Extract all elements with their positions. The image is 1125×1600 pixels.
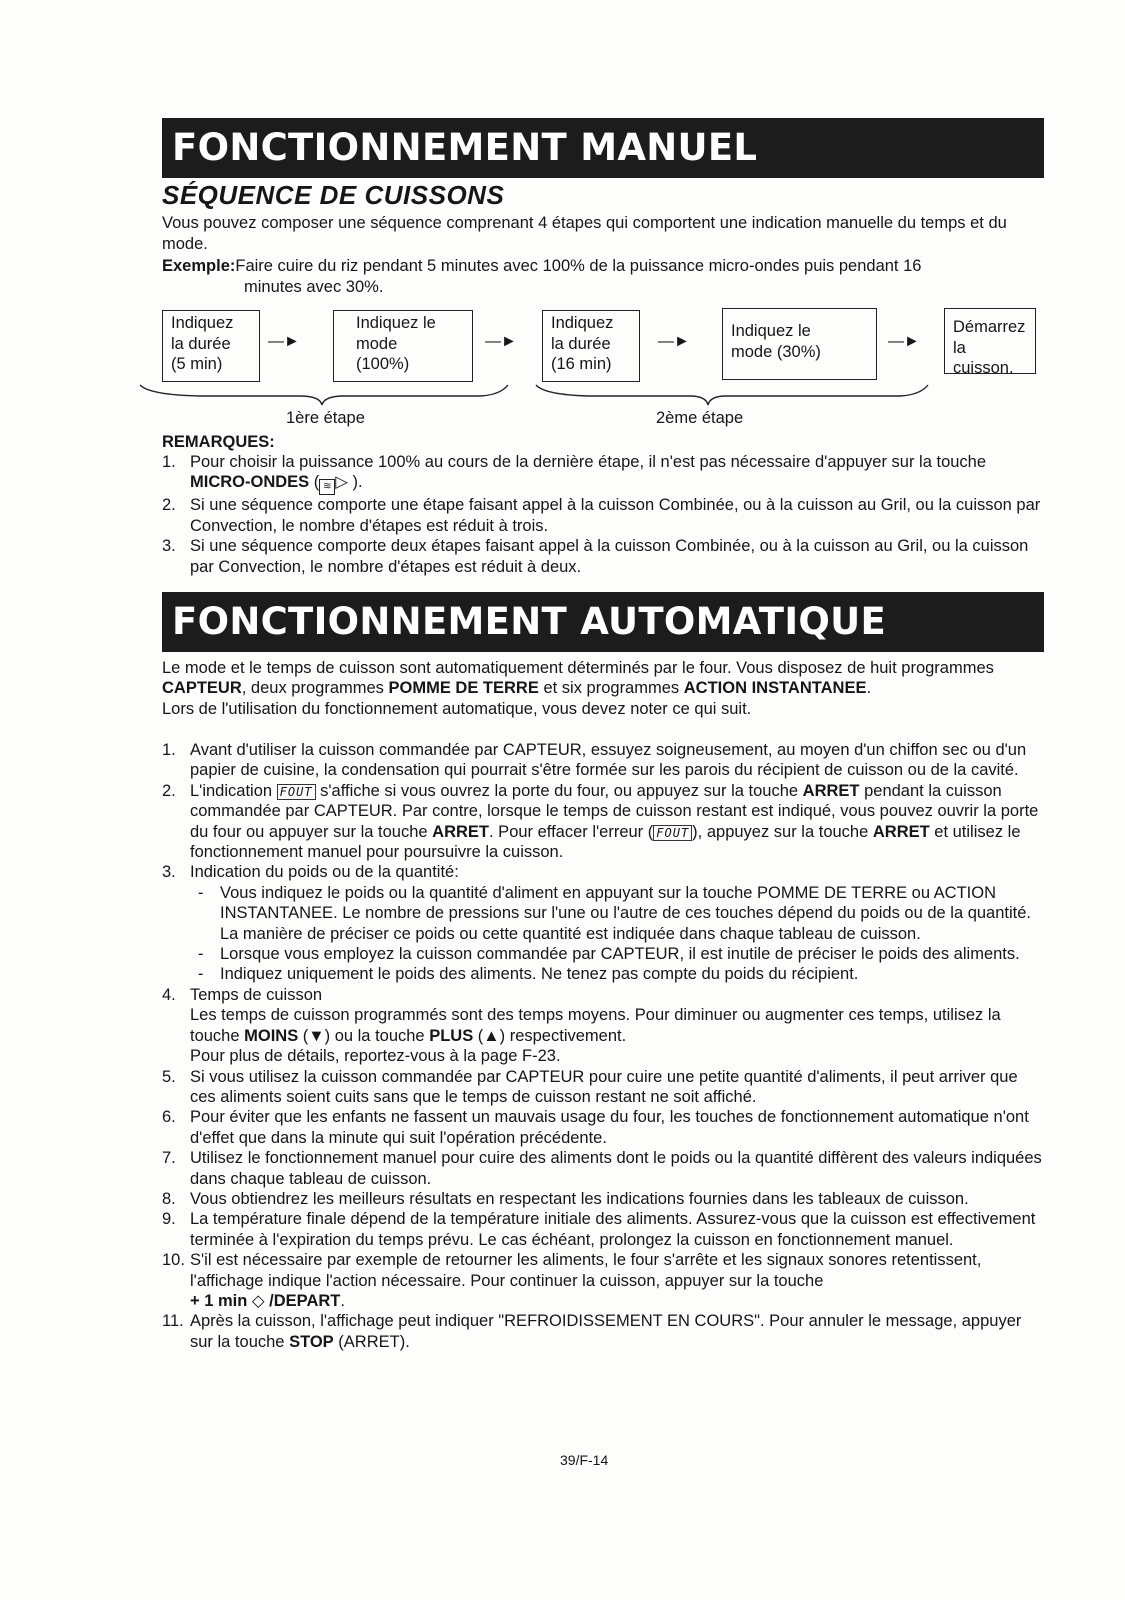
list-item [162, 1148, 1044, 1189]
item-number: 2. [162, 496, 176, 515]
example-lead: Exemple: [162, 257, 236, 275]
item-number: 1. [162, 741, 176, 759]
button-name-depart: + 1 min ◇ /DEPART [190, 1291, 341, 1310]
remarks-list [162, 452, 1044, 577]
flow-box-1-line: Indiquez [171, 314, 234, 332]
item-number: 2. [162, 781, 176, 800]
item-text: Si une séquence comporte une étape faisant appel à la cuisson Combinée, ou à la cuisson au Gril, ou la cuisson par Convection, le nombre d'étapes est réduit à trois. [190, 496, 1041, 535]
list-item [162, 740, 1044, 781]
item-text: (▼) ou la touche [298, 1026, 430, 1045]
item-text: (ARRET). [333, 1332, 410, 1351]
flow-box-3-line: la durée [551, 334, 611, 353]
item-text: Après la cuisson, l'affichage peut indiquer "REFROIDISSEMENT EN COURS". Pour annuler le message, appuyer sur la touche [190, 1312, 1022, 1351]
item-text: Avant d'utiliser la cuisson commandée par CAPTEUR, essuyez soigneusement, au moyen d'un chiffon sec ou d'un papier de cuisine, la condensation qui pourrait s'être formée sur les parois du récipient de cuisson ou de la cavité. [190, 741, 1027, 780]
list-item [162, 536, 1044, 577]
step-label-1: 1ère étape [286, 409, 365, 427]
section-banner-manual: FONCTIONNEMENT MANUEL [162, 118, 1044, 178]
step-label-2: 2ème étape [656, 409, 744, 427]
item-text: ), appuyez sur la touche [692, 822, 873, 841]
item-text: s'affiche si vous ouvrez la porte du four, ou appuyez sur la touche [315, 781, 803, 800]
item-number: 3. [162, 537, 176, 556]
list-item [162, 1209, 1044, 1250]
list-item [162, 1189, 1044, 1209]
item-number: 3. [162, 863, 176, 882]
item-text: . Pour effacer l'erreur ( [489, 822, 654, 841]
item-text: . [340, 1291, 345, 1310]
lcd-display-icon: FOUT [277, 784, 316, 800]
flow-box-2-line: mode [356, 334, 398, 353]
button-name-moins: MOINS [244, 1026, 299, 1045]
flow-arrow-icon: —► [658, 333, 690, 350]
microwave-icon: ≋ [319, 479, 335, 495]
item-text: Pour éviter que les enfants ne fassent un mauvais usage du four, les touches de fonctionnement automatique n'ont d'effet que dans la minute qui suit l'opération précédente. [190, 1108, 1029, 1147]
flow-box-5-line: la cuisson. [953, 338, 1014, 377]
auto-list [162, 740, 1044, 1352]
sub-item: - Indiquez uniquement le poids des aliments. Ne tenez pas compte du poids du récipient. [198, 965, 859, 984]
auto-note: Lors de l'utilisation du fonctionnement automatique, vous devez noter ce qui suit. [162, 699, 752, 718]
item-text: Pour choisir la puissance 100% au cours de la dernière étape, il n'est pas nécessaire d'appuyer sur la touche [190, 453, 987, 471]
list-item [162, 1107, 1044, 1148]
intro-paragraph: Vous pouvez composer une séquence comprenant 4 étapes qui comportent une indication manuelle du temps et du mode. [162, 214, 1007, 253]
list-item [162, 781, 1044, 863]
flow-arrow-icon: —► [485, 333, 517, 350]
list-item [162, 985, 1044, 1067]
item-text: pendant la cuisson commandée par CAPTEUR. Par contre, lorsque le temps de cuisson restant est indiqué, vous pouvez ouvrir la porte du four ou appuyer sur la touche [190, 781, 1039, 841]
example-paragraph [162, 256, 1044, 297]
item-text: Si vous utilisez la cuisson commandée par CAPTEUR pour cuire une petite quantité d'aliments, il peut arriver que ces aliments soient cuits sans que le temps de cuisson restant ne soit affiché. [190, 1067, 1018, 1106]
item-text: Temps de cuisson [190, 985, 323, 1004]
item-number: 1. [162, 453, 176, 471]
item-number: 4. [162, 985, 176, 1004]
button-name-arret: ARRET [802, 781, 860, 800]
button-name-arret: ARRET [872, 822, 930, 841]
flow-box-4-line: mode (30%) [731, 342, 821, 361]
item-text: Indiquez uniquement le poids des aliments. Ne tenez pas compte du poids du récipient. [220, 965, 859, 984]
auto-text: , deux programmes [241, 679, 389, 698]
auto-bold: POMME DE TERRE [388, 679, 539, 698]
item-number: 5. [162, 1067, 176, 1086]
item-number: 8. [162, 1189, 176, 1208]
item-text: et utilisez le fonctionnement manuel pour poursuivre la cuisson. [190, 822, 1021, 862]
flow-arrow-icon: —► [888, 333, 920, 350]
list-item [162, 862, 1044, 984]
item-number: 6. [162, 1108, 176, 1127]
button-name-arret: ARRET [432, 822, 490, 841]
subsection-title: SÉQUENCE DE CUISSONS [162, 180, 505, 210]
list-item: 1. Pour choisir la puissance 100% au cours de la dernière étape, il n'est pas nécessaire d'appuyer sur la touche MICRO-ONDES ( ≋ ▷ ). [162, 452, 1044, 495]
item-number: 7. [162, 1149, 176, 1168]
button-name-stop: STOP [289, 1332, 334, 1351]
example-line2: minutes avec 30%. [244, 277, 384, 296]
flow-box-3-line: Indiquez [551, 314, 614, 332]
auto-text: et six programmes [538, 679, 684, 698]
list-item [162, 495, 1044, 536]
auto-bold: ACTION INSTANTANEE [683, 679, 867, 698]
item-text: Indication du poids ou de la quantité: [190, 863, 459, 882]
flow-box-2-line: Indiquez le [356, 314, 436, 332]
item-text: Pour plus de détails, reportez-vous à la page F-23. [190, 1047, 561, 1066]
flow-box-5-line: Démarrez [953, 318, 1026, 336]
item-text: Les temps de cuisson programmés sont des temps moyens. Pour diminuer ou augmenter ces temps, utilisez la touche [190, 1006, 1001, 1045]
auto-text: . [866, 679, 872, 698]
auto-text: Le mode et le temps de cuisson sont automatiquement déterminés par le four. Vous disposez de huit programmes [162, 659, 994, 677]
item-text: L'indication [190, 781, 277, 800]
item-text: (▲) respectivement. [473, 1026, 627, 1045]
item-text: S'il est nécessaire par exemple de retourner les aliments, le four s'arrête et les signaux sonores retentissent, l'affichage indique l'action nécessaire. Pour continuer la cuisson, appuyer sur la touche [190, 1251, 982, 1290]
flow-box-3-line: (16 min) [551, 355, 612, 373]
list-item [162, 1067, 1044, 1108]
button-name-plus: PLUS [429, 1026, 474, 1045]
item-text: Si une séquence comporte deux étapes faisant appel à la cuisson Combinée, ou à la cuisson au Gril, ou la cuisson par Convection, le nombre d'étapes est réduit à deux. [190, 537, 1029, 576]
list-item [162, 1250, 1044, 1311]
section-banner-auto: FONCTIONNEMENT AUTOMATIQUE [162, 592, 1044, 652]
sub-item: - Lorsque vous employez la cuisson commandée par CAPTEUR, il est inutile de préciser le poids des aliments. [198, 945, 1020, 964]
page-number: 39/F-14 [560, 1452, 609, 1468]
flow-box-2-line: (100%) [356, 355, 410, 373]
item-text: Utilisez le fonctionnement manuel pour cuire des aliments dont le poids ou la quantité diffèrent des valeurs indiquées dans chaque tableau de cuisson. [190, 1149, 1042, 1188]
auto-intro [162, 658, 1044, 719]
item-number: 10. [162, 1251, 185, 1270]
item-text: La température finale dépend de la température initiale des aliments. Assurez-vous que la cuisson est effectivement terminée à l'expiration du temps prévu. Le cas échéant, prolongez la cuisson en fonctionnement manuel. [190, 1210, 1036, 1249]
flow-box-1-line: la durée [171, 334, 231, 353]
item-text: Lorsque vous employez la cuisson commandée par CAPTEUR, il est inutile de préciser le poids des aliments. [220, 945, 1020, 964]
item-text: ). [347, 473, 363, 492]
example-line1: Faire cuire du riz pendant 5 minutes avec 100% de la puissance micro-ondes puis pendant 16 [235, 257, 922, 275]
button-name-micro-ondes: MICRO-ONDES [190, 473, 310, 492]
item-number: 11. [162, 1312, 184, 1331]
sub-item: - Vous indiquez le poids ou la quantité d'aliment en appuyant sur la touche POMME DE TERRE ou ACTION INSTANTANEE. Le nombre de pressions sur l'une ou l'autre de ces touches dépend du poids ou de la quantité. La manière de préciser ce poids ou cette quantité est indiquée dans chaque tableau de cuisson. [198, 883, 1032, 943]
list-item [162, 1311, 1044, 1352]
item-number: 9. [162, 1210, 176, 1229]
flow-arrow-icon: —► [268, 333, 300, 350]
item-text: Vous obtiendrez les meilleurs résultats en respectant les indications fournies dans les tableaux de cuisson. [190, 1189, 969, 1208]
lcd-display-icon: FOUT [653, 825, 692, 841]
remarks-title: REMARQUES: [162, 433, 275, 451]
flow-box-1-line: (5 min) [171, 355, 223, 373]
auto-bold: CAPTEUR [162, 679, 242, 698]
step-braces [0, 365, 1125, 425]
item-text: Vous indiquez le poids ou la quantité d'aliment en appuyant sur la touche POMME DE TERRE ou ACTION INSTANTANEE. Le nombre de pressions sur l'une ou l'autre de ces touches dépend du poids ou de la quantité. La manière de préciser ce poids ou cette quantité est indiquée dans chaque tableau de cuisson. [220, 883, 1032, 943]
flow-box-4-line: Indiquez le [731, 322, 811, 340]
